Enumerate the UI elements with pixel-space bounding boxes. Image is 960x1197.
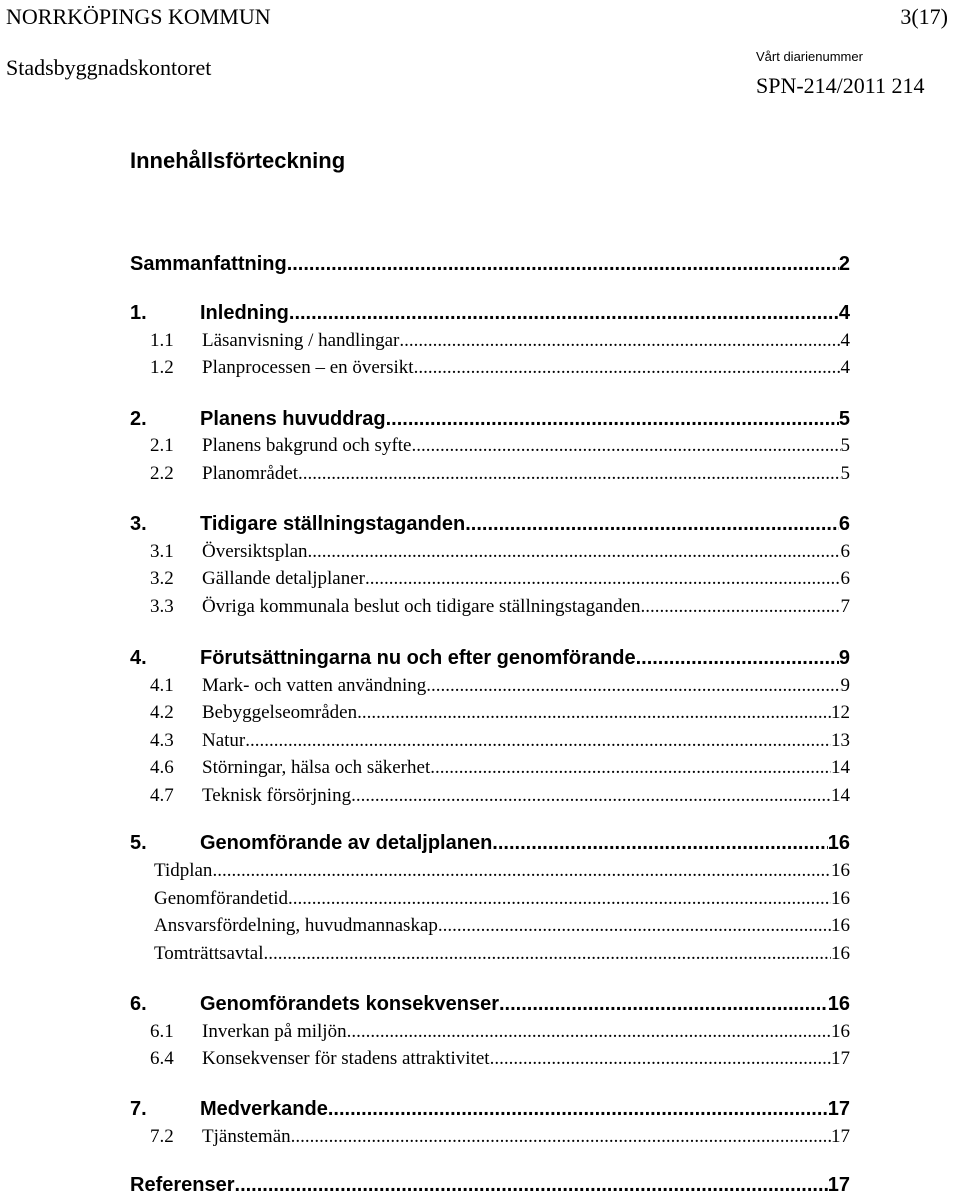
office-name: Stadsbyggnadskontoret <box>6 55 212 80</box>
toc-entry[interactable] <box>130 1048 850 1070</box>
toc-entry-number: 4.7 <box>150 785 174 806</box>
toc-entry[interactable] <box>130 647 850 670</box>
toc-entry[interactable] <box>130 513 850 536</box>
toc-entry-number: 7.2 <box>150 1126 174 1147</box>
toc-dot-leader <box>288 888 831 910</box>
toc-dot-leader <box>291 1126 831 1148</box>
toc-entry[interactable] <box>130 888 850 910</box>
toc-entry-page: 5 <box>840 435 850 456</box>
toc-entry-number: 2.1 <box>150 435 174 456</box>
toc-entry-label: Mark- och vatten användning <box>202 675 427 696</box>
toc-entry-label: Tidigare ställningstaganden <box>200 513 466 535</box>
toc-entry[interactable] <box>130 596 850 618</box>
toc-entry-page: 9 <box>838 647 850 669</box>
toc-entry-page: 12 <box>831 702 850 723</box>
toc-entry-page: 17 <box>827 1098 850 1120</box>
toc-dot-leader <box>263 943 831 965</box>
toc-entry-page: 2 <box>838 253 850 275</box>
toc-dot-leader <box>328 1098 828 1121</box>
toc-dot-leader <box>426 675 840 697</box>
toc-entry-label: Genomförande av detaljplanen <box>200 832 493 854</box>
toc-entry-label: Konsekvenser för stadens attraktivitet <box>202 1048 490 1069</box>
toc-entry-label: Planområdet <box>202 463 299 484</box>
toc-entry-page: 7 <box>840 596 850 617</box>
toc-entry[interactable] <box>130 1174 850 1197</box>
toc-entry-page: 17 <box>831 1126 850 1147</box>
reference-number: SPN-214/2011 214 <box>756 73 925 98</box>
toc-entry-page: 16 <box>831 860 850 881</box>
toc-entry-label: Förutsättningarna nu och efter genomförande <box>200 647 636 669</box>
toc-dot-leader <box>357 702 831 724</box>
toc-entry-page: 17 <box>827 1174 850 1196</box>
toc-dot-leader <box>287 253 839 276</box>
toc-entry-number: 1. <box>130 302 147 324</box>
toc-entry-number: 4.6 <box>150 757 174 778</box>
toc-entry-page: 14 <box>831 757 850 778</box>
toc-entry-page: 16 <box>827 993 850 1015</box>
toc-entry[interactable] <box>130 785 850 807</box>
toc-entry-page: 5 <box>840 463 850 484</box>
toc-entry[interactable] <box>130 302 850 325</box>
toc-entry-page: 4 <box>838 302 850 324</box>
toc-dot-leader <box>490 1048 831 1070</box>
toc-entry-number: 3.3 <box>150 596 174 617</box>
toc-entry-number: 6. <box>130 993 147 1015</box>
toc-entry-page: 14 <box>831 785 850 806</box>
toc-entry-label: Planprocessen – en översikt <box>202 357 414 378</box>
toc-entry[interactable] <box>130 330 850 352</box>
toc-entry-page: 9 <box>840 675 850 696</box>
toc-entry-number: 4.2 <box>150 702 174 723</box>
toc-dot-leader <box>298 463 840 485</box>
toc-dot-leader <box>347 1021 831 1043</box>
toc-entry-page: 5 <box>838 408 850 430</box>
toc-entry-number: 6.1 <box>150 1021 174 1042</box>
toc-entry-label: Gällande detaljplaner <box>202 568 366 589</box>
toc-entry-page: 6 <box>840 568 850 589</box>
toc-dot-leader <box>245 730 831 752</box>
toc-entry-number: 5. <box>130 832 147 854</box>
page-title: Innehållsförteckning <box>130 148 346 173</box>
toc-entry-page: 6 <box>840 541 850 562</box>
toc-entry-page: 4 <box>840 357 850 378</box>
toc-entry-label: Referenser <box>130 1174 235 1196</box>
toc-entry-label: Planens bakgrund och syfte <box>202 435 412 456</box>
toc-entry[interactable] <box>130 435 850 457</box>
toc-entry-page: 16 <box>831 1021 850 1042</box>
toc-entry-number: 1.1 <box>150 330 174 351</box>
toc-dot-leader <box>492 832 827 855</box>
toc-entry-label: Tomträttsavtal <box>154 943 264 964</box>
toc-dot-leader <box>212 860 831 882</box>
toc-entry-page: 16 <box>831 888 850 909</box>
toc-entry-label: Inledning <box>200 302 289 324</box>
toc-entry-page: 16 <box>827 832 850 854</box>
toc-entry-page: 16 <box>831 943 850 964</box>
toc-entry[interactable] <box>130 1126 850 1148</box>
toc-entry-label: Planens huvuddrag <box>200 408 386 430</box>
toc-entry-page: 16 <box>831 915 850 936</box>
toc-entry-label: Tjänstemän <box>202 1126 291 1147</box>
toc-entry-number: 3.1 <box>150 541 174 562</box>
toc-dot-leader <box>308 541 841 563</box>
toc-entry[interactable] <box>130 702 850 724</box>
toc-dot-leader <box>414 357 841 379</box>
toc-entry-label: Läsanvisning / handlingar <box>202 330 400 351</box>
toc-entry-label: Genomförandetid <box>154 888 289 909</box>
toc-entry-number: 4.1 <box>150 675 174 696</box>
toc-entry[interactable] <box>130 860 850 882</box>
toc-entry[interactable] <box>130 1021 850 1043</box>
toc-entry-number: 7. <box>130 1098 147 1120</box>
toc-entry-number: 4. <box>130 647 147 669</box>
toc-dot-leader <box>640 596 840 618</box>
toc-dot-leader <box>235 1174 828 1197</box>
toc-entry-label: Medverkande <box>200 1098 328 1120</box>
toc-entry-label: Övriga kommunala beslut och tidigare ställningstaganden <box>202 596 641 617</box>
org-name: NORRKÖPINGS KOMMUN <box>6 4 271 29</box>
toc-entry[interactable] <box>130 357 850 379</box>
toc-entry[interactable] <box>130 541 850 563</box>
toc-entry-label: Natur <box>202 730 246 751</box>
toc-entry-label: Ansvarsfördelning, huvudmannaskap <box>154 915 438 936</box>
toc-entry-number: 3. <box>130 513 147 535</box>
toc-entry[interactable] <box>130 730 850 752</box>
toc-entry-page: 6 <box>838 513 850 535</box>
toc-dot-leader <box>399 330 840 352</box>
toc-entry-page: 17 <box>831 1048 850 1069</box>
toc-entry-label: Inverkan på miljön <box>202 1021 347 1042</box>
toc-entry-label: Genomförandets konsekvenser <box>200 993 499 1015</box>
page-counter: 3(17) <box>900 4 948 29</box>
toc-entry[interactable] <box>130 1098 850 1121</box>
toc-entry[interactable] <box>130 757 850 779</box>
toc-dot-leader <box>365 568 840 590</box>
toc-dot-leader <box>465 513 839 536</box>
toc-entry[interactable] <box>130 832 850 855</box>
toc-entry-number: 4.3 <box>150 730 174 751</box>
toc-entry-number: 6.4 <box>150 1048 174 1069</box>
toc-dot-leader <box>636 647 839 670</box>
toc-entry-number: 2. <box>130 408 147 430</box>
toc-dot-leader <box>438 915 831 937</box>
toc-entry-label: Översiktsplan <box>202 541 308 562</box>
toc-entry[interactable] <box>130 253 850 276</box>
toc-entry-label: Tidplan <box>154 860 213 881</box>
toc-entry-label: Teknisk försörjning <box>202 785 352 806</box>
toc-entry-label: Bebyggelseområden <box>202 702 358 723</box>
toc-entry-number: 2.2 <box>150 463 174 484</box>
toc-entry[interactable] <box>130 408 850 431</box>
reference-label: Vårt diarienummer <box>756 49 863 64</box>
toc-entry-number: 1.2 <box>150 357 174 378</box>
toc-entry[interactable] <box>130 463 850 485</box>
toc-entry-label: Störningar, hälsa och säkerhet <box>202 757 431 778</box>
toc-dot-leader <box>351 785 831 807</box>
toc-entry-label: Sammanfattning <box>130 253 287 275</box>
toc-entry[interactable] <box>130 943 850 965</box>
toc-entry[interactable] <box>130 675 850 697</box>
toc-entry[interactable] <box>130 568 850 590</box>
toc-entry-page: 13 <box>831 730 850 751</box>
toc-dot-leader <box>430 757 831 779</box>
toc-entry[interactable] <box>130 915 850 937</box>
toc-entry[interactable] <box>130 993 850 1016</box>
toc-dot-leader <box>289 302 839 325</box>
toc-entry-page: 4 <box>840 330 850 351</box>
toc-dot-leader <box>386 408 839 431</box>
toc-entry-number: 3.2 <box>150 568 174 589</box>
toc-dot-leader <box>499 993 828 1016</box>
toc-dot-leader <box>411 435 840 457</box>
